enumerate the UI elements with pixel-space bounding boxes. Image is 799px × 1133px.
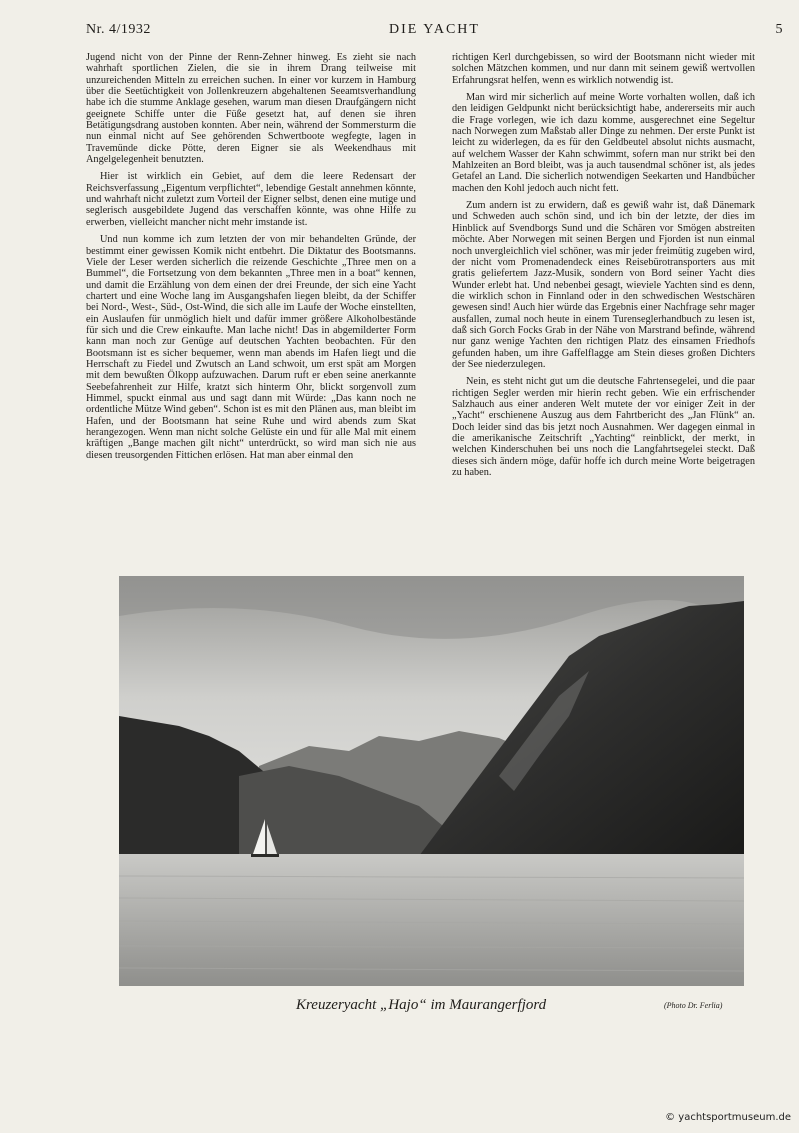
paragraph: Nein, es steht nicht gut um die deutsche Fahrtensegelei, und die paar richtigen Segler werden mir hierin recht geben. Wie ein erfrischender Salzhauch aus einer anderen Welt mutete der vor einiger Zeit in der „Yacht“ erschienene Auszug aus dem Fahrtbericht des „Jan Flünk“ an. Doch leider sind das bis jetzt noch Ausnahmen. Wer dagegen einmal in die amerikanische Zeitschrift „Yachting“ reinblickt, der merkt, in welchen Kinderschuhen bei uns noch die Langfahrtsegelei steckt. Daß dieses sich ändern möge, dafür hoffe ich durch meine Worte beigetragen zu haben.: [452, 376, 755, 479]
paragraph: Hier ist wirklich ein Gebiet, auf dem die leere Redensart der Reichsverfassung „Eigentum verpflichtet“, lebendige Gestalt annehmen könnte, und wahrhaft nicht zuletzt zum Vorteil der Eigner selbst, denen eine mutige und seglerisch ausgebildete Jugend das verschaffen könnte, was ohne Hilfe zu erwerben, vielleicht mancher nicht mehr imstande ist.: [86, 171, 416, 228]
photo-caption: Kreuzeryacht „Hajo“ im Maurangerfjord: [296, 997, 547, 1013]
left-column: [86, 52, 416, 461]
paragraph: Zum andern ist zu erwidern, daß es gewiß wahr ist, daß Dänemark und Schweden auch schön sind, und ich bin der letzte, der dies im Hinblick auf Svendborgs Sund und die Schären vor Smögen abstreiten möchte. Aber Norwegen mit seinen Bergen und Fjorden ist nun einmal noch unvergleichlich viel schöner, was mir jeder freimütig zugeben wird, der nicht vom Promenadendeck eines Reisebürotransporters aus mit gratis geliefertem Jazz-Musik, sondern von Bord seiner Yacht dies Wunder erlebt hat. Und nebenbei gesagt, wieviele Yachten sind es denn, die wirklich schon in Finnland oder in den schwedischen Westschären gewesen sind! Auch hier würde das Ergebnis einer Nachfrage sehr mager ausfallen, zumal noch heute in einem Turenseglerhandbuch zu lesen ist, daß sich Gorch Focks Grab in der Nähe von Marstrand befinde, während nur ganz wenige Yachten den richtigen Platz des einsamen Friedhofs gefunden haben, um ihre Gaffelflagge am Stein dieses großen Dichters der See niederzulegen.: [452, 200, 755, 370]
copyright-watermark: © yachtsportmuseum.de: [665, 1112, 791, 1123]
fjord-water: [119, 854, 744, 986]
issue-number: Nr. 4/1932: [86, 22, 151, 37]
page-header: [86, 22, 783, 42]
paragraph: Jugend nicht von der Pinne der Renn-Zehner hinweg. Es zieht sie nach wahrhaft sportlichen Zielen, die sie in ihrem Drang teilweise mit unzureichenden Mitteln zu erreichen suchen. In einer vor kurzem in Hamburg über die Seetüchtigkeit von Jollenkreuzern abgehaltenen Seeamtsverhandlung habe ich die stumme Anklage gesehen, warum man diesen Draufgängern nicht geeignete Schiffe unter die Füße gesetzt hat, auf denen sie ihren Betätigungsdrang austoben konnten. Aber nein, während der Sommersturm die nun einmal nicht auf See gehörenden Schwertboote wegfegte, lagen in Travemünde dicke Pötte, deren Eigner sie als Weekendhaus mit Angelgelegenheit benutzten.: [86, 52, 416, 166]
paragraph: Man wird mir sicherlich auf meine Worte vorhalten wollen, daß ich den leidigen Geldpunkt nicht berücksichtigt habe, andererseits mir auch die Frage vorlegen, wie ich dazu komme, ausgerechnet eine Segeltur nach Norwegen zum Maßstab aller Dinge zu nehmen. Der erste Punkt ist leicht zu widerlegen, da es für den Geldbeutel absolut nichts ausmacht, auf welchem Wasser der Kahn schwimmt, sofern man nur strikt bei den Mahlzeiten an Bord bleibt, was ja auch tausendmal schöner ist, als jedes Getafel an Land. Die sicherlich notwendigen Seekarten und Handbücher machen den Kohl jedoch auch nicht fett.: [452, 92, 755, 194]
page-number: 5: [775, 22, 783, 37]
right-column: [452, 52, 755, 478]
fjord-photograph: [119, 576, 744, 986]
paragraph: richtigen Kerl durchgebissen, so wird der Bootsmann nicht wieder mit solchen Mätzchen kommen, und nur dann mit seinem gewiß wertvollen Erfahrungsrat helfen, wenn es wirklich notwendig ist.: [452, 52, 755, 86]
paragraph: Und nun komme ich zum letzten der von mir behandelten Gründe, der bestimmt einer gewissen Komik nicht entbehrt. Die Diktatur des Bootsmanns. Viele der Leser werden sicherlich die reizende Geschichte „Three men on a Bummel“, die Fortsetzung von dem bekannten „Three men in a boat“ kennen, und damit die Erzählung von dem einen der drei Freunde, der sich eine Yacht chartert und eine Woche lang im Ausgangshafen liegen bleibt, da der Schiffer bei Nord-, West-, Süd-, Ost-Wind, die sich alle im Laufe der Woche einstellten, ein Auslaufen für unmöglich hielt und dafür immer größere Alkoholbestände für sich und die Crew einkaufte. Man lache nicht! Das in abgemilderter Form kann man noch zur Genüge auf deutschen Yachten beobachten. Für den Bootsmann ist es sicher bequemer, wenn man abends im Hafen liegt und die Herrschaft zu Fiedel und Zwutsch an Land schwoit, um erst spät am Morgen mit dem bewußten Ölkopp aufzuwachen. Darum ruft er eben seine anerkannte Seebefahrenheit zur Hilfe, kratzt sich hinterm Ohr, blickt sorgenvoll zum Himmel, spuckt einmal aus und sagt dann mit Würde: „Das kann noch ne ordentliche Mütze Wind geben“. Schon ist es mit den Plänen aus, man bleibt im Hafen, und der Bootsmann hat seine Ruhe und wird abends zum Skat herangezogen. Wenn man nicht solche Gelüste ein und für alle Mal mit einem kräftigen „Bange machen gilt nicht“ unterdrückt, so wird man sich nie aus diesen treusorgenden Fittichen erlösen. Hat man aber einmal den: [86, 234, 416, 461]
photo-credit: (Photo Dr. Ferlia): [664, 1001, 723, 1010]
magazine-title: DIE YACHT: [389, 22, 480, 37]
fjord-scene-illustration: [119, 576, 744, 986]
